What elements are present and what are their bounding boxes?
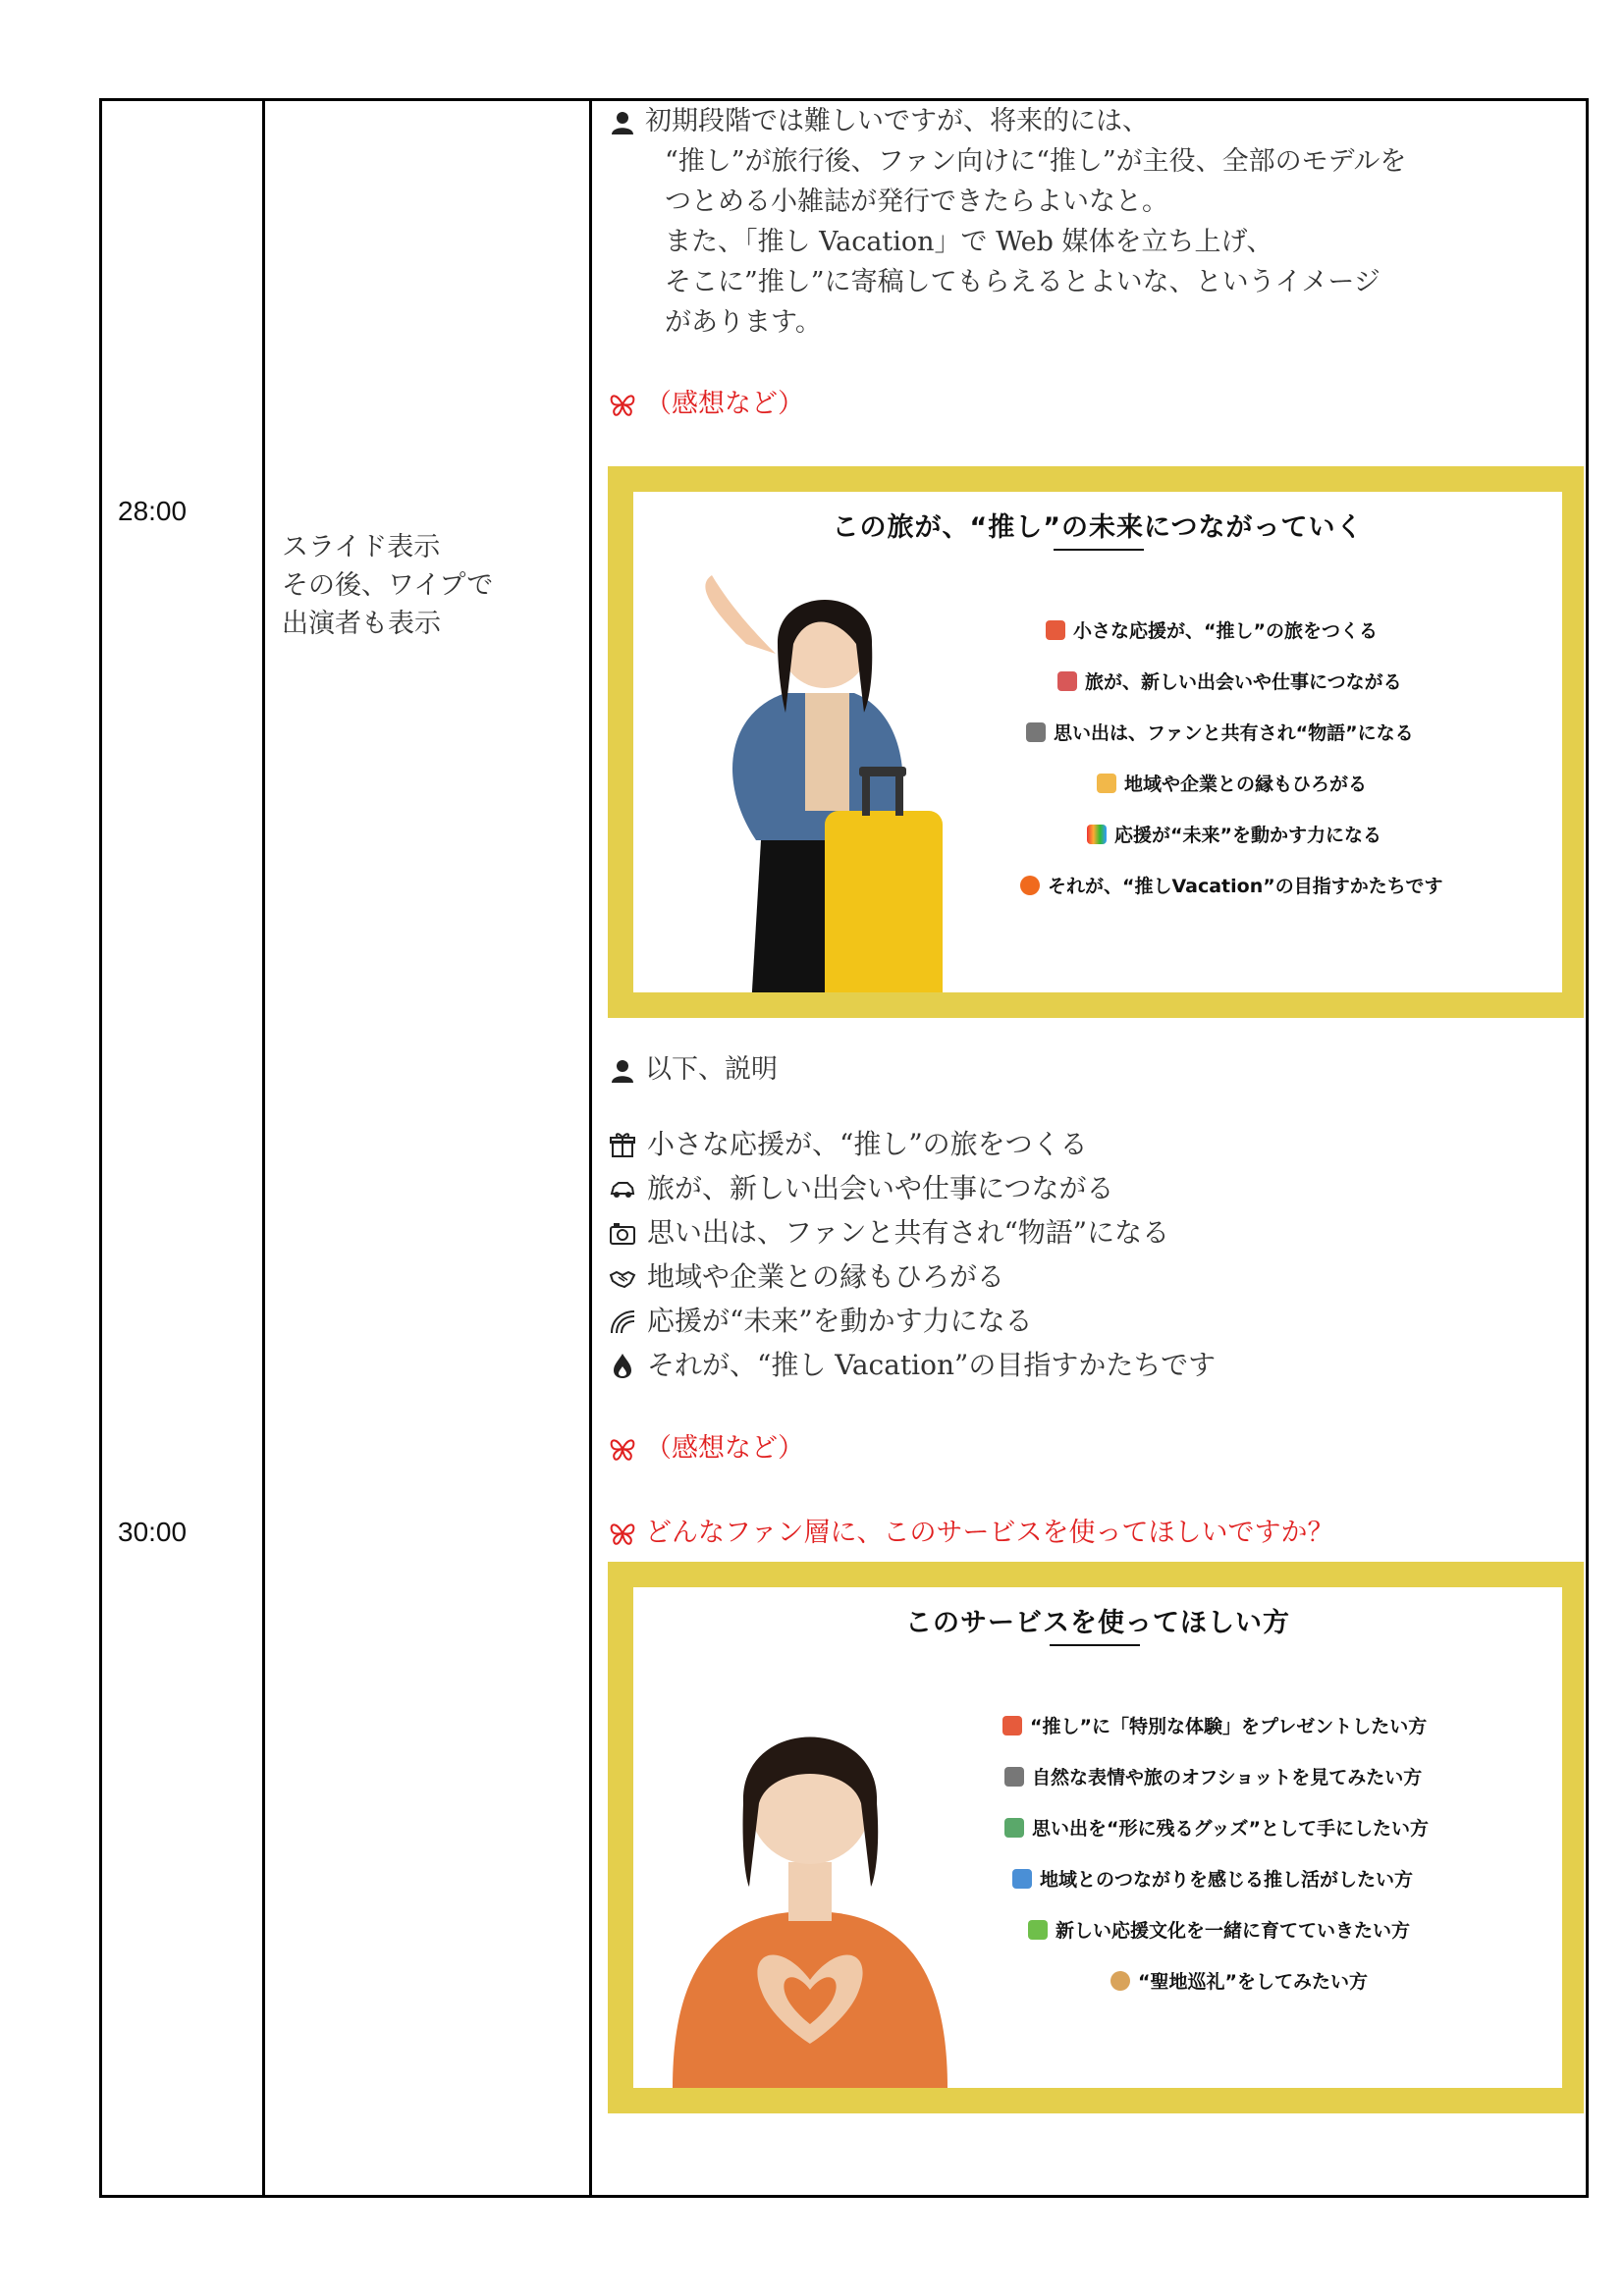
- car-icon: [1057, 671, 1077, 691]
- map-icon: [1012, 1869, 1032, 1889]
- sprout-icon: [1028, 1920, 1048, 1940]
- explain-heading: 以下、説明: [608, 1049, 778, 1090]
- slide-item: それが、“推しVacation”の目指すかたちです: [1020, 872, 1443, 898]
- slide-item: 思い出を“形に残るグッズ”として手にしたい方: [1004, 1814, 1429, 1841]
- list-item: 思い出は、ファンと共有され“物語”になる: [608, 1210, 1216, 1255]
- compass-icon: [1110, 1971, 1130, 1991]
- slide-item: 旅が、新しい出会いや仕事につながる: [1057, 667, 1402, 694]
- list-item: 地域や企業との縁もひろがる: [608, 1255, 1216, 1299]
- handshake-icon: [1097, 774, 1116, 793]
- list-item: 小さな応援が、“推し”の旅をつくる: [608, 1122, 1216, 1166]
- car-icon: [608, 1174, 637, 1203]
- impression-note: （感想など）: [608, 384, 804, 424]
- butterfly-icon: [608, 1519, 637, 1548]
- slide-item: “推し”に「特別な体験」をプレゼントしたい方: [1002, 1712, 1427, 1738]
- slide-item: 応援が“未来”を動かす力になる: [1087, 821, 1381, 847]
- gift-icon: [1002, 1716, 1022, 1735]
- gift-icon: [608, 1130, 637, 1159]
- butterfly-icon: [608, 1434, 637, 1464]
- camera-icon: [608, 1218, 637, 1248]
- butterfly-icon: [608, 390, 637, 419]
- camera-icon: [1026, 722, 1046, 742]
- gift-icon: [1046, 620, 1065, 640]
- camera-icon: [1004, 1767, 1024, 1787]
- intro-paragraph: 初期段階では難しいですが、将来的には、 “推し”が旅行後、ファン向けに“推し”が主役、全部のモデルを つとめる小雑誌が発行できたらよいなと。 また、「推し Vacation」で Web 媒体を立ち上げ、 そこに”推し”に寄稿してもらえるとよいな、というイメージ があります。: [608, 101, 1570, 343]
- person-icon: [608, 1055, 637, 1085]
- slide-item: 小さな応援が、“推し”の旅をつくる: [1046, 616, 1378, 643]
- fire-icon: [608, 1351, 637, 1380]
- slide-item: 思い出は、ファンと共有され“物語”になる: [1026, 719, 1414, 745]
- question-line: どんなファン層に、このサービスを使ってほしいですか？: [608, 1513, 1333, 1553]
- picture-icon: [1004, 1818, 1024, 1838]
- woman-heart-hands-photo: [653, 1656, 967, 2088]
- slide-item: 地域とのつながりを感じる推し活がしたい方: [1012, 1865, 1413, 1892]
- list-item: 旅が、新しい出会いや仕事につながる: [608, 1166, 1216, 1210]
- slide-item: 地域や企業との縁もひろがる: [1097, 770, 1367, 796]
- woman-with-suitcase-photo: [687, 546, 943, 992]
- slide-target-users-canvas: [633, 1587, 1562, 2088]
- slide-target-users: [608, 1562, 1584, 2113]
- explain-list: [608, 1122, 1216, 1387]
- column-divider: [589, 101, 592, 2195]
- list-item: それが、“推し Vacation”の目指すかたちです: [608, 1343, 1216, 1387]
- slide-item: 自然な表情や旅のオフショットを見てみたい方: [1004, 1763, 1422, 1789]
- fire-icon: [1020, 876, 1040, 895]
- column-divider: [262, 101, 265, 2195]
- slide-title: この旅が、“推し”の未来につながっていく: [832, 512, 1364, 543]
- slide-future-canvas: [633, 492, 1562, 992]
- slide-title: このサービスを使ってほしい方: [905, 1608, 1290, 1638]
- impression-note: （感想など）: [608, 1428, 804, 1468]
- direction-note: スライド表示 その後、ワイプで 出演者も表示: [282, 532, 494, 639]
- handshake-icon: [608, 1262, 637, 1292]
- list-item: 応援が“未来”を動かす力になる: [608, 1299, 1216, 1343]
- title-underline: [1050, 1644, 1140, 1646]
- slide-future: [608, 466, 1584, 1018]
- title-underline: [1054, 549, 1144, 551]
- script-table: [99, 98, 1589, 2198]
- time-marker: 30:00: [118, 1517, 188, 1547]
- rainbow-icon: [1087, 825, 1107, 844]
- slide-item: 新しい応援文化を一緒に育てていきたい方: [1028, 1916, 1410, 1943]
- time-marker: 28:00: [118, 496, 188, 526]
- rainbow-icon: [608, 1307, 637, 1336]
- person-icon: [608, 107, 637, 136]
- slide-item: “聖地巡礼”をしてみたい方: [1110, 1967, 1368, 1994]
